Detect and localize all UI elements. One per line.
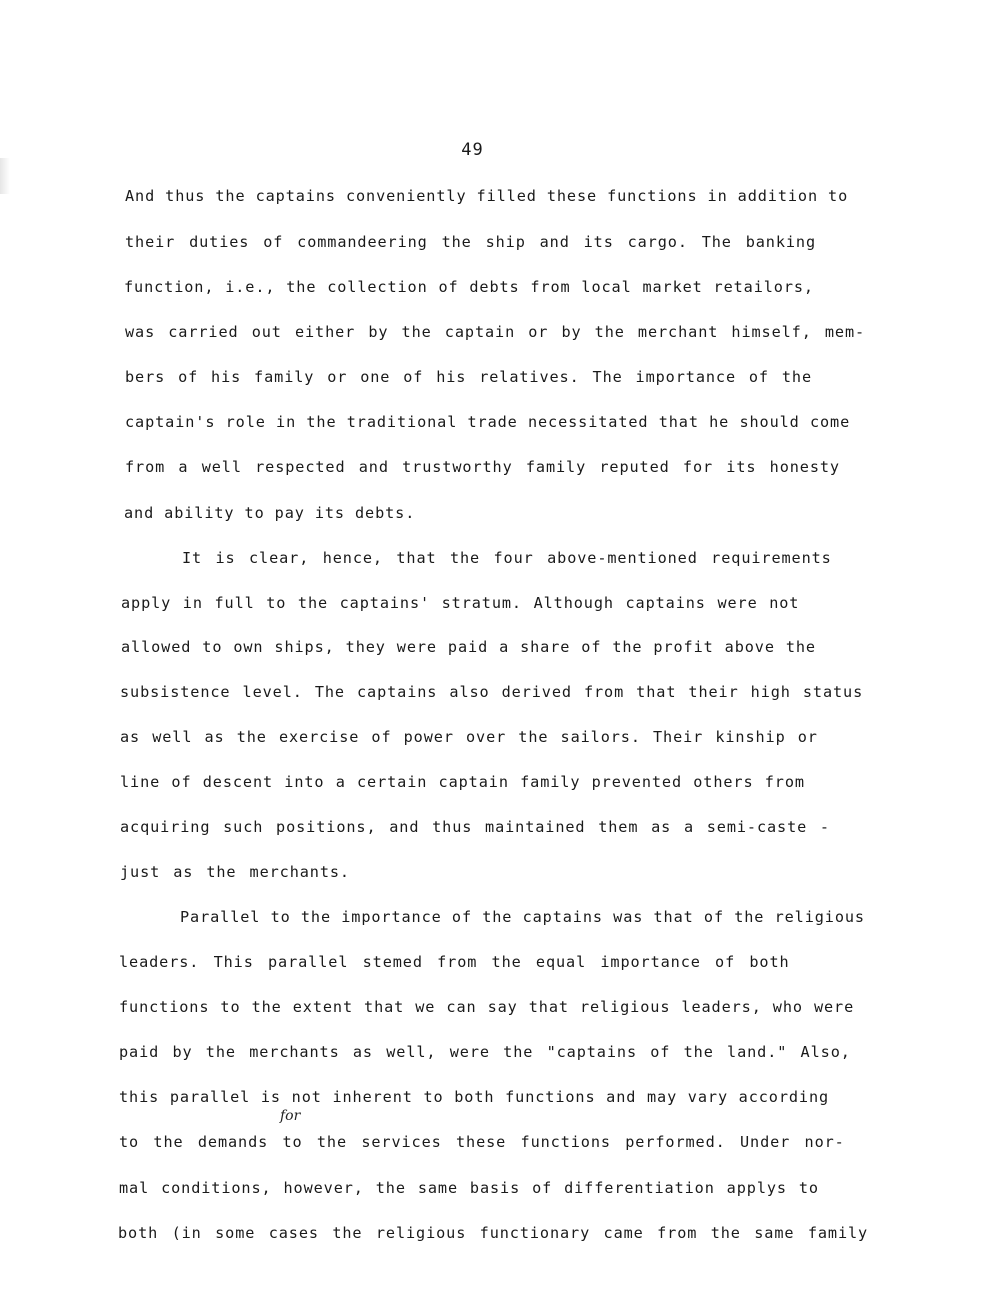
text-line: from a well respected and trustworthy family reputed for its honesty [125, 458, 840, 476]
text-line: paid by the merchants as well, were the "captains of the land." Also, [119, 1043, 851, 1061]
text-line: subsistence level. The captains also derived from that their high status [120, 683, 864, 701]
text-line: Parallel to the importance of the captains was that of the religious [180, 908, 865, 926]
text-line: line of descent into a certain captain family prevented others from [120, 773, 805, 791]
text-line: was carried out either by the captain or by the merchant himself, mem- [125, 323, 866, 341]
text-line: their duties of commandeering the ship and its cargo. The banking [125, 233, 817, 251]
text-line: leaders. This parallel stemed from the equal importance of both [119, 953, 790, 971]
text-line: just as the merchants. [120, 863, 350, 881]
text-line: allowed to own ships, they were paid a share of the profit above the [121, 638, 816, 656]
text-line: And thus the captains conveniently filled these functions in addition to [125, 187, 849, 205]
text-line: function, i.e., the collection of debts from local market retailors, [124, 278, 814, 296]
page-number: 49 [461, 140, 484, 160]
text-line: bers of his family or one of his relatives. The importance of the [125, 368, 812, 386]
text-line: acquiring such positions, and thus maintained them as a semi-caste - [120, 818, 830, 836]
text-line: apply in full to the captains' stratum. Although captains were not [121, 594, 800, 612]
handwritten-correction: for [280, 1108, 301, 1124]
text-line: mal conditions, however, the same basis of differentiation applys to [119, 1179, 819, 1197]
text-line: to the demands to the services these functions performed. Under nor- [119, 1133, 845, 1151]
text-line: It is clear, hence, that the four above-mentioned requirements [182, 549, 832, 567]
text-line: captain's role in the traditional trade necessitated that he should come [125, 413, 851, 431]
scan-edge-mark [0, 158, 10, 194]
text-line: this parallel is not inherent to both functions and may vary according [119, 1088, 830, 1106]
text-line: both (in some cases the religious functionary came from the same family [118, 1224, 869, 1242]
text-line: and ability to pay its debts. [124, 504, 416, 522]
text-line: functions to the extent that we can say that religious leaders, who were [119, 998, 855, 1016]
text-line: as well as the exercise of power over the sailors. Their kinship or [120, 728, 818, 746]
